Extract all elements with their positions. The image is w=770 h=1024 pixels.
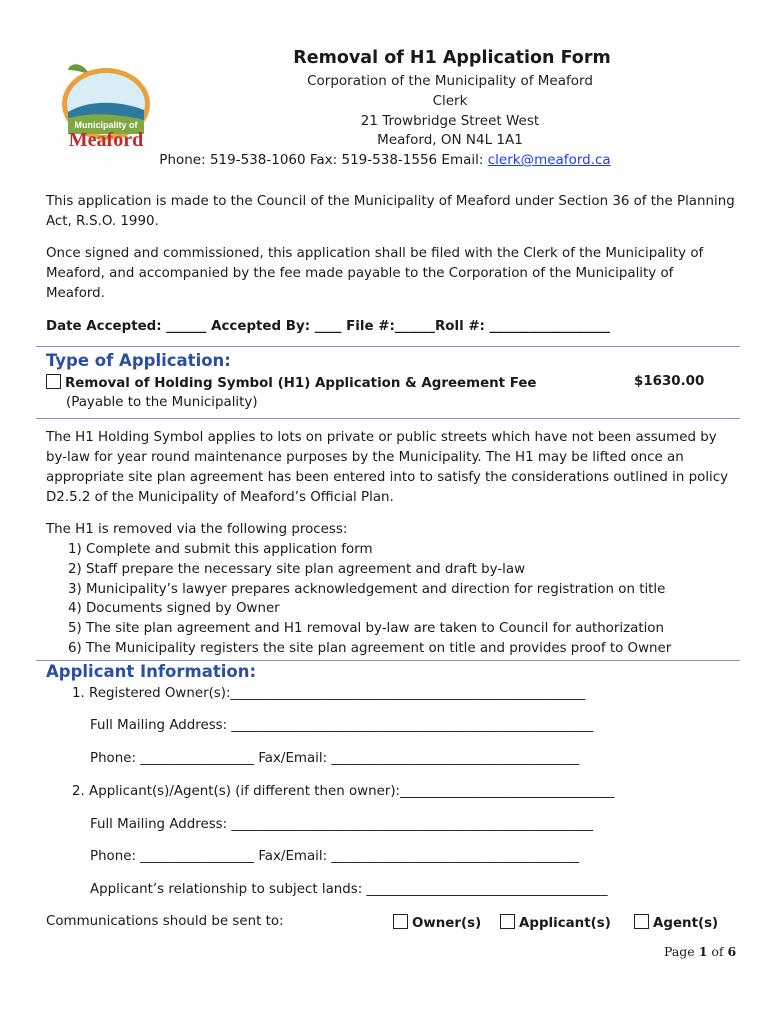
process-intro: The H1 is removed via the following process: <box>46 522 348 537</box>
contact-phone-fax: Phone: 519-538-1060 Fax: 519-538-1556 Email: <box>159 152 488 168</box>
office-use-line: Date Accepted: ______ Accepted By: ____ File #:______Roll #: __________________ <box>46 319 611 334</box>
section-divider <box>36 660 740 661</box>
agent-phone-fax-field[interactable]: Phone: _________________ Fax/Email: _____________________________________ <box>90 849 580 864</box>
page-number <box>664 944 736 959</box>
process-step: 2) Staff prepare the necessary site plan agreement and draft by-law <box>68 562 526 577</box>
comm-applicant-checkbox[interactable] <box>500 914 515 929</box>
h1-description: The H1 Holding Symbol applies to lots on private or public streets which have not been assumed by by-law for year round maintenance purposes by the Municipality. The H1 may be lifted once an appropriate site plan agreement has been entered into to satisfy the considerations outlined in policy D2.5.2 of the Municipality of Meaford’s Official Plan. <box>46 430 729 505</box>
page-current: 1 <box>698 944 708 959</box>
comm-owner-label: Owner(s) <box>412 916 482 931</box>
email-link[interactable]: clerk@meaford.ca <box>487 152 611 168</box>
process-step: 4) Documents signed by Owner <box>68 601 280 616</box>
page-prefix: Page <box>664 944 699 959</box>
comm-applicant-option[interactable] <box>500 914 611 931</box>
payable-note: (Payable to the Municipality) <box>66 395 258 410</box>
owner-phone-fax-field[interactable]: Phone: _________________ Fax/Email: _____________________________________ <box>90 751 580 766</box>
applicant-information-heading: Applicant Information: <box>46 662 257 681</box>
comm-agent-option[interactable] <box>634 914 718 931</box>
comm-agent-checkbox[interactable] <box>634 914 649 929</box>
process-step: 5) The site plan agreement and H1 removal by-law are taken to Council for authorization <box>68 621 664 636</box>
comm-agent-label: Agent(s) <box>653 916 719 931</box>
owner-mailing-address-field[interactable]: Full Mailing Address: ______________________________________________________ <box>90 718 593 733</box>
section-divider <box>36 418 740 419</box>
city-address: Meaford, ON N4L 1A1 <box>377 132 523 148</box>
dept-name: Clerk <box>432 93 468 109</box>
h1-removal-label: Removal of Holding Symbol (H1) Application & Agreement Fee <box>65 376 537 391</box>
page-total: 6 <box>727 944 737 959</box>
registered-owner-field[interactable]: 1. Registered Owner(s):_____________________________________________________ <box>72 686 586 701</box>
communications-label: Communications should be sent to: <box>46 914 284 929</box>
comm-owner-checkbox[interactable] <box>393 914 408 929</box>
comm-owner-option[interactable] <box>393 914 481 931</box>
agent-mailing-address-field[interactable]: Full Mailing Address: ______________________________________________________ <box>90 817 593 832</box>
section-divider <box>36 346 740 347</box>
process-step: 6) The Municipality registers the site plan agreement on title and provides proof to Owner <box>68 641 672 656</box>
contact-line <box>0 152 770 168</box>
logo-text-name: Meaford <box>68 129 144 151</box>
applicant-agent-field[interactable]: 2. Applicant(s)/Agent(s) (if different then owner):________________________________ <box>72 784 615 799</box>
process-step: 1) Complete and submit this application form <box>68 542 373 557</box>
h1-removal-checkbox[interactable] <box>46 374 61 389</box>
intro-paragraph-2: Once signed and commissioned, this application shall be filed with the Clerk of the Municipality of Meaford, and accompanied by the fee made payable to the Corporation of the Municipality of Meaford. <box>46 246 704 301</box>
org-name: Corporation of the Municipality of Meaford <box>307 73 593 89</box>
form-title: Removal of H1 Application Form <box>293 48 611 68</box>
relationship-field[interactable]: Applicant’s relationship to subject lands: ____________________________________ <box>90 882 608 897</box>
intro-paragraph-1: This application is made to the Council of the Municipality of Meaford under Section 36 of the Planning Act, R.S.O. 1990. <box>46 194 735 229</box>
fee-amount: $1630.00 <box>634 374 705 389</box>
logo-text-top: Municipality of <box>74 120 138 130</box>
comm-applicant-label: Applicant(s) <box>519 916 611 931</box>
street-address: 21 Trowbridge Street West <box>360 113 540 129</box>
type-of-application-heading: Type of Application: <box>46 351 231 370</box>
h1-removal-option[interactable] <box>46 374 537 391</box>
page-of: of <box>707 944 728 959</box>
process-step: 3) Municipality’s lawyer prepares acknowledgement and direction for registration on title <box>68 582 666 597</box>
